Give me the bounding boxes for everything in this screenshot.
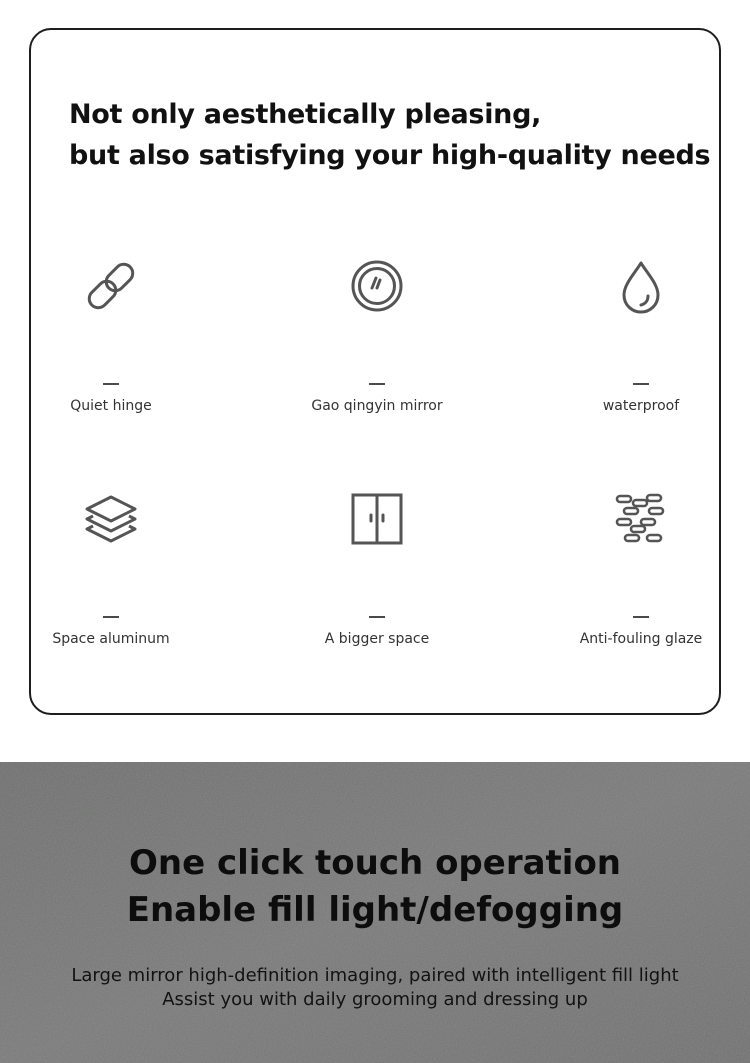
touch-operation-section — [0, 762, 750, 1063]
card-heading — [69, 94, 709, 176]
link-icon — [81, 256, 141, 316]
feature-bigger-space — [277, 489, 477, 647]
cabinet-doors-icon — [347, 489, 407, 549]
card-heading-line2: but also satisfying your high-quality needs — [69, 140, 711, 171]
touch-title-line1: One click touch operation — [128, 843, 622, 883]
feature-divider — [369, 616, 385, 618]
feature-label: A bigger space — [324, 631, 430, 647]
feature-divider — [633, 383, 649, 385]
feature-label: Gao qingyin mirror — [311, 398, 443, 414]
feature-quiet-hinge — [11, 256, 211, 414]
touch-section-description — [0, 964, 750, 1012]
touch-desc-line2: Assist you with daily grooming and dressing up — [162, 989, 588, 1010]
feature-anti-fouling-glaze — [541, 489, 741, 647]
touch-desc-line1: Large mirror high-definition imaging, paired with intelligent fill light — [71, 965, 679, 986]
feature-label: waterproof — [602, 398, 680, 414]
layers-icon — [81, 489, 141, 549]
feature-divider — [369, 383, 385, 385]
feature-divider — [633, 616, 649, 618]
touch-section-title — [0, 840, 750, 934]
feature-waterproof — [541, 256, 741, 414]
feature-label: Quiet hinge — [70, 398, 152, 414]
feature-label: Anti-fouling glaze — [579, 631, 703, 647]
feature-label: Space aluminum — [52, 631, 170, 647]
feature-card — [29, 28, 721, 715]
feature-mirror — [277, 256, 477, 414]
feature-divider — [103, 383, 119, 385]
card-heading-line1: Not only aesthetically pleasing, — [69, 99, 542, 130]
feature-divider — [103, 616, 119, 618]
feature-space-aluminum — [11, 489, 211, 647]
water-drop-icon — [611, 256, 671, 316]
mirror-icon — [347, 256, 407, 316]
touch-title-line2: Enable fill light/defogging — [126, 890, 624, 930]
tiles-icon — [611, 489, 671, 549]
